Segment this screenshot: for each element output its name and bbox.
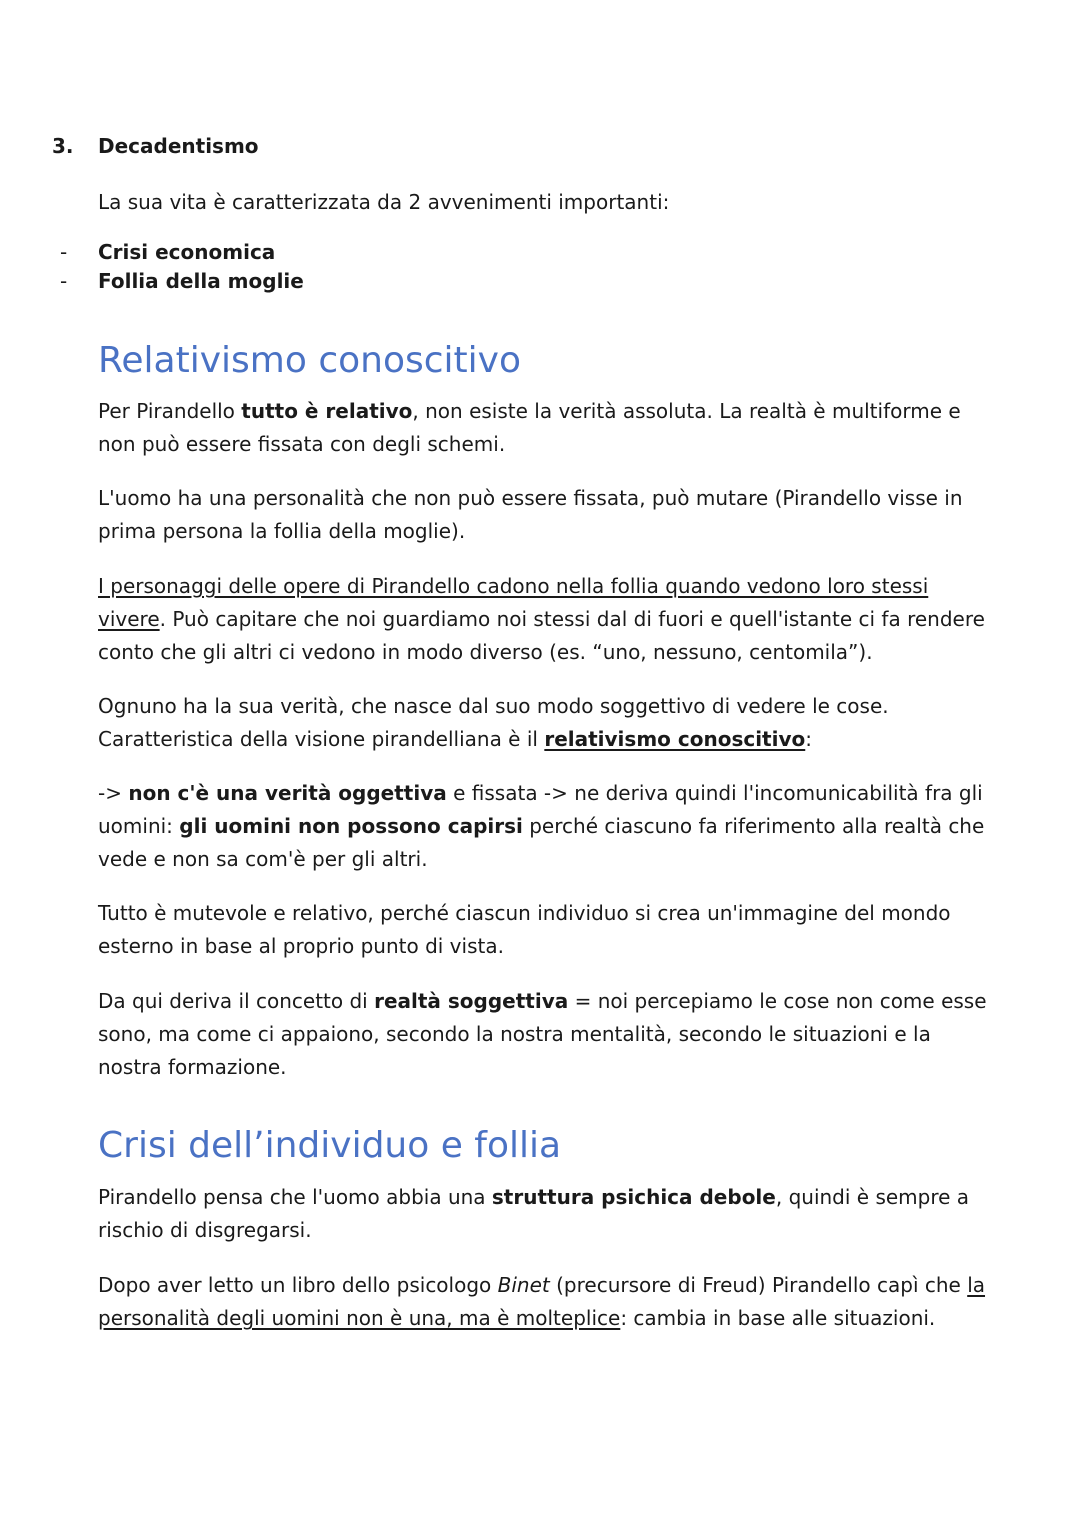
text-run: : xyxy=(805,727,812,751)
bullet-dash: - xyxy=(60,240,68,264)
bullet-item: Follia della moglie xyxy=(98,269,304,293)
section-heading xyxy=(52,134,259,158)
text-run: . Può capitare che noi guardiamo noi stessi dal di fuori e quell'istante ci fa rendere conto che gli altri ci vedono in modo diverso (es. “uno, nessuno, centomila”). xyxy=(98,607,985,664)
text-run: , non esiste la verità assoluta. La realtà è multiforme e non può essere fissata con degli schemi. xyxy=(98,399,961,456)
paragraph xyxy=(98,690,998,756)
text-run: Da qui deriva il concetto di xyxy=(98,989,375,1013)
italic-text: Binet xyxy=(497,1273,550,1297)
bold-text: struttura psichica debole xyxy=(491,1185,776,1209)
paragraph: Tutto è mutevole e relativo, perché ciascun individuo si crea un'immagine del mondo esterno in base al proprio punto di vista. xyxy=(98,901,951,958)
paragraph xyxy=(98,985,998,1084)
paragraph xyxy=(98,395,998,461)
section-number: 3. xyxy=(52,134,74,158)
text-run: Per Pirandello xyxy=(98,399,242,423)
text-run: (precursore di Freud) Pirandello capì che xyxy=(549,1273,968,1297)
section-title: Decadentismo xyxy=(98,134,259,158)
bold-text: non c'è una verità oggettiva xyxy=(128,781,447,805)
paragraph xyxy=(98,777,998,876)
underlined-text: la personalità degli uomini non è una, ma è molteplice xyxy=(98,1273,986,1330)
bold-text: tutto è relativo xyxy=(241,399,413,423)
heading-crisi: Crisi dell’individuo e follia xyxy=(98,1125,562,1166)
intro-text: La sua vita è caratterizzata da 2 avvenimenti importanti: xyxy=(98,190,670,214)
bullet-item: Crisi economica xyxy=(98,240,276,264)
paragraph xyxy=(98,570,998,669)
text-run: e fissata -> ne deriva quindi l'incomunicabilità fra gli uomini: xyxy=(98,781,983,838)
text-run: -> xyxy=(98,781,129,805)
bold-underlined-text: relativismo conoscitivo xyxy=(544,727,806,751)
text-run: Pirandello pensa che l'uomo abbia una xyxy=(98,1185,492,1209)
text-run: = noi percepiamo le cose non come esse sono, ma come ci appaiono, secondo la nostra mentalità, secondo le situazioni e la nostra formazione. xyxy=(98,989,987,1079)
underlined-text: I personaggi delle opere di Pirandello cadono nella follia quando vedono loro stessi vivere xyxy=(98,574,929,631)
paragraph xyxy=(98,1181,998,1247)
text-run: Dopo aver letto un libro dello psicologo xyxy=(98,1273,498,1297)
text-run: : cambia in base alle situazioni. xyxy=(620,1306,936,1330)
paragraph: L'uomo ha una personalità che non può essere fissata, può mutare (Pirandello visse in prima persona la follia della moglie). xyxy=(98,486,963,543)
bold-text: gli uomini non possono capirsi xyxy=(179,814,523,838)
bold-text: realtà soggettiva xyxy=(374,989,569,1013)
text-run: , quindi è sempre a rischio di disgregarsi. xyxy=(98,1185,970,1242)
paragraph xyxy=(98,1269,998,1335)
bullet-dash: - xyxy=(60,269,68,293)
heading-relativismo: Relativismo conoscitivo xyxy=(98,340,521,381)
text-run: Ognuno ha la sua verità, che nasce dal suo modo soggettivo di vedere le cose. Caratteristica della visione pirandelliana è il xyxy=(98,694,889,751)
text-run: perché ciascuno fa riferimento alla realtà che vede e non sa com'è per gli altri. xyxy=(98,814,985,871)
